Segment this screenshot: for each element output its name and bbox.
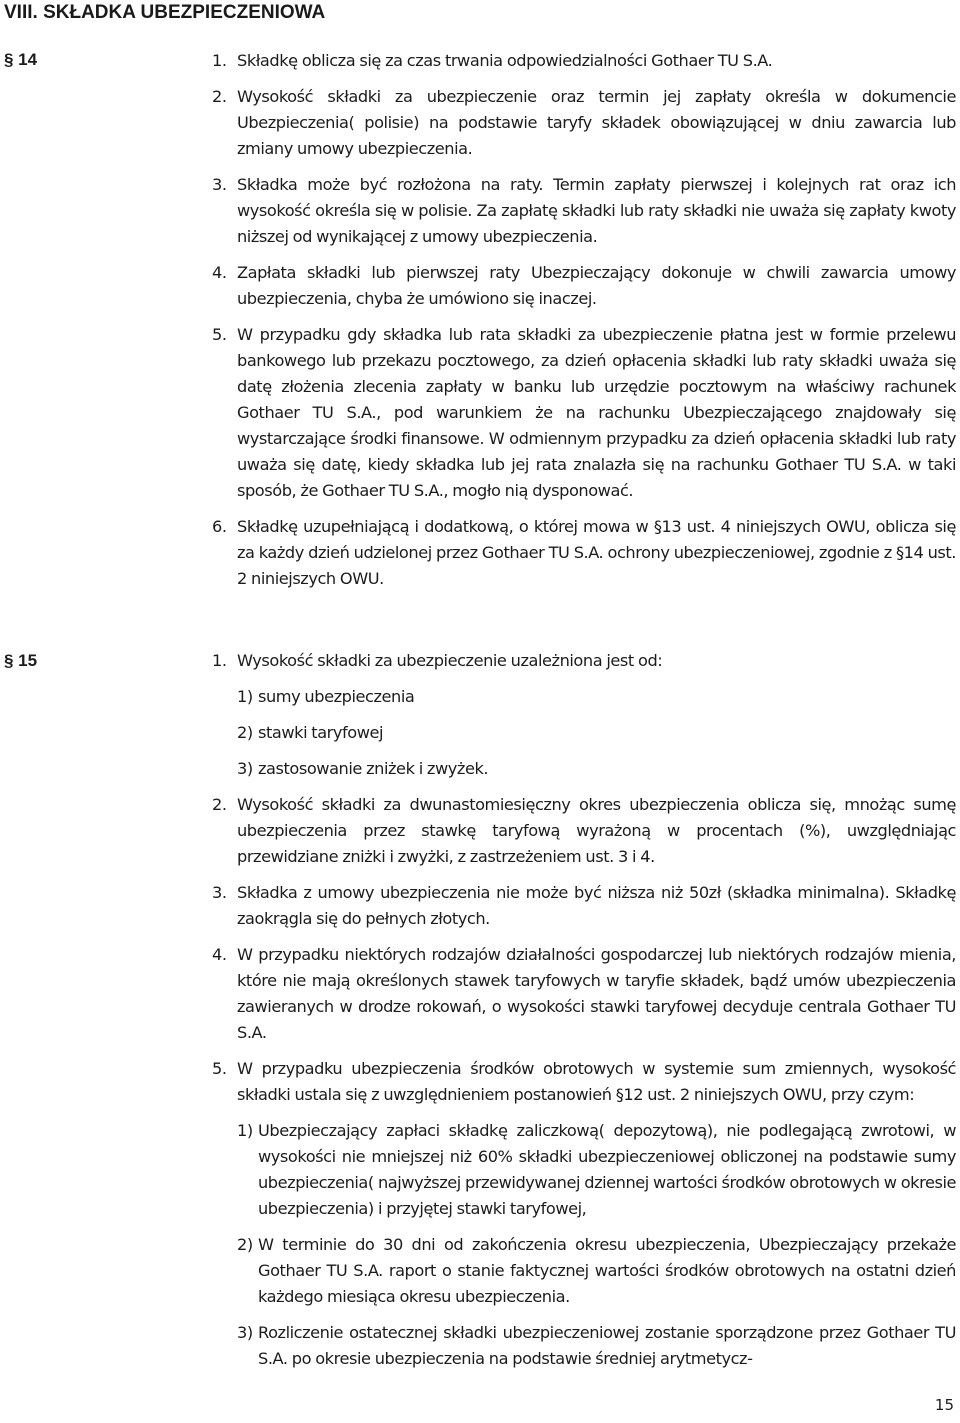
subitem-number: 3) — [237, 759, 253, 778]
subitem-text: zastosowanie zniżek i zwyżek. — [258, 759, 489, 778]
item-text: Zapłata składki lub pierwszej raty Ubezpieczający dokonuje w chwili zawarcia umowy ubezpieczenia, chyba że umówiono się inaczej. — [237, 263, 956, 308]
paragraph-14-5 — [212, 322, 956, 504]
paragraph-15-5 — [212, 1056, 956, 1108]
item-number: 6. — [212, 517, 227, 536]
paragraph-15-1 — [212, 648, 956, 674]
item-text: Składkę oblicza się za czas trwania odpowiedzialności Gothaer TU S.A. — [237, 51, 773, 70]
paragraph-15-3 — [212, 880, 956, 932]
item-text: Składkę uzupełniającą i dodatkową, o której mowa w §13 ust. 4 niniejszych OWU, oblicza się za każdy dzień udzielonej przez Gothaer TU S.A. ochrony ubezpieczeniowej, zgodnie z §14 ust. 2 niniejszych OWU. — [237, 517, 956, 588]
subitem-number: 3) — [237, 1323, 253, 1342]
paragraph-15-4 — [212, 942, 956, 1046]
subitem-text: Rozliczenie ostatecznej składki ubezpieczeniowej zostanie sporządzone przez Gothaer TU S.A. po okresie ubezpieczenia na podstawie średniej arytmetycz- — [258, 1323, 956, 1368]
item-number: 1. — [212, 651, 227, 670]
item-text: Wysokość składki za ubezpieczenie uzależniona jest od: — [237, 651, 663, 670]
subitem-number: 1) — [237, 687, 253, 706]
item-text: W przypadku ubezpieczenia środków obrotowych w systemie sum zmiennych, wysokość składki ustala się z uwzględnieniem postanowień §12 ust. 2 niniejszych OWU, przy czym: — [237, 1059, 956, 1104]
subitem-text: Ubezpieczający zapłaci składkę zaliczkową( depozytową), nie podlegającą zwrotowi, w wysokości nie mniejszej niż 60% składki ubezpieczeniowej obliczonej na podstawie sumy ubezpieczenia( najwyższej przewidywanej dziennej wartości środków obrotowych w okresie ubezpieczenia) i przyjętej stawki taryfowej, — [258, 1121, 956, 1218]
paragraph-14-6 — [212, 514, 956, 592]
subitem-number: 2) — [237, 723, 253, 742]
item-number: 5. — [212, 325, 227, 344]
item-number: 4. — [212, 263, 227, 282]
item-text: W przypadku gdy składka lub rata składki za ubezpieczenie płatna jest w formie przelewu bankowego lub przekazu pocztowego, za dzień opłacenia składki lub raty składki uważa się datę złożenia zlecenia zapłaty w banku lub urzędzie pocztowym na właściwy rachunek Gothaer TU S.A., pod warunkiem że na rachunku Ubezpieczającego znajdowały się wystarczające środki finansowe. W odmiennym przypadku za dzień opłacenia składki lub raty uważa się datę, kiedy składka lub jej rata znalazła się na rachunku Gothaer TU S.A. w taki sposób, że Gothaer TU S.A., mogło nią dysponować. — [237, 325, 956, 500]
paragraph-14-1 — [212, 48, 956, 74]
item-number: 2. — [212, 795, 227, 814]
paragraph-14-2 — [212, 84, 956, 162]
subitem-15-1-1 — [212, 684, 956, 710]
subitem-15-1-2 — [212, 720, 956, 746]
subitem-number: 1) — [237, 1121, 253, 1140]
item-number: 3. — [212, 175, 227, 194]
item-text: Wysokość składki za dwunastomiesięczny okres ubezpieczenia oblicza się, mnożąc sumę ubezpieczenia przez stawkę taryfową wyrażoną w procentach (%), uwzględniając przewidziane zniżki i zwyżki, z zastrzeżeniem ust. 3 i 4. — [237, 795, 956, 866]
item-number: 1. — [212, 51, 227, 70]
subitem-15-5-1 — [212, 1118, 956, 1222]
subitem-15-5-3 — [212, 1320, 956, 1372]
section-label-15: § 15 — [4, 651, 38, 670]
page-number: 15 — [934, 1396, 954, 1414]
section-15-body — [212, 648, 956, 1382]
chapter-heading: VIII. SKŁADKA UBEZPIECZENIOWA — [4, 2, 326, 23]
item-text: Wysokość składki za ubezpieczenie oraz termin jej zapłaty określa w dokumencie Ubezpieczenia( polisie) na podstawie taryfy składek obowiązującej w dniu zawarcia lub zmiany umowy ubezpieczenia. — [237, 87, 956, 158]
paragraph-15-2 — [212, 792, 956, 870]
section-14-body — [212, 48, 956, 602]
paragraph-14-3 — [212, 172, 956, 250]
item-text: Składka z umowy ubezpieczenia nie może być niższa niż 50zł (składka minimalna). Składkę zaokrągla się do pełnych złotych. — [237, 883, 956, 928]
subitem-text: sumy ubezpieczenia — [258, 687, 415, 706]
subitem-15-5-2 — [212, 1232, 956, 1310]
item-text: W przypadku niektórych rodzajów działalności gospodarczej lub niektórych rodzajów mienia, które nie mają określonych stawek taryfowych w taryfie składek, bądź umów ubezpieczenia zawieranych w drodze rokowań, o wysokości stawki taryfowej decyduje centrala Gothaer TU S.A. — [237, 945, 956, 1042]
subitem-number: 2) — [237, 1235, 253, 1254]
paragraph-14-4 — [212, 260, 956, 312]
subitem-text: W terminie do 30 dni od zakończenia okresu ubezpieczenia, Ubezpieczający przekaże Gothaer TU S.A. raport o stanie faktycznej wartości środków obrotowych na ostatni dzień każdego miesiąca okresu ubezpieczenia. — [258, 1235, 956, 1306]
item-number: 2. — [212, 87, 227, 106]
item-number: 4. — [212, 945, 227, 964]
item-number: 5. — [212, 1059, 227, 1078]
section-label-14: § 14 — [4, 50, 38, 69]
subitem-15-1-3 — [212, 756, 956, 782]
subitem-text: stawki taryfowej — [258, 723, 384, 742]
item-number: 3. — [212, 883, 227, 902]
item-text: Składka może być rozłożona na raty. Termin zapłaty pierwszej i kolejnych rat oraz ich wysokość określa się w polisie. Za zapłatę składki lub raty składki nie uważa się zapłaty kwoty niższej od wynikającej z umowy ubezpieczenia. — [237, 175, 956, 246]
